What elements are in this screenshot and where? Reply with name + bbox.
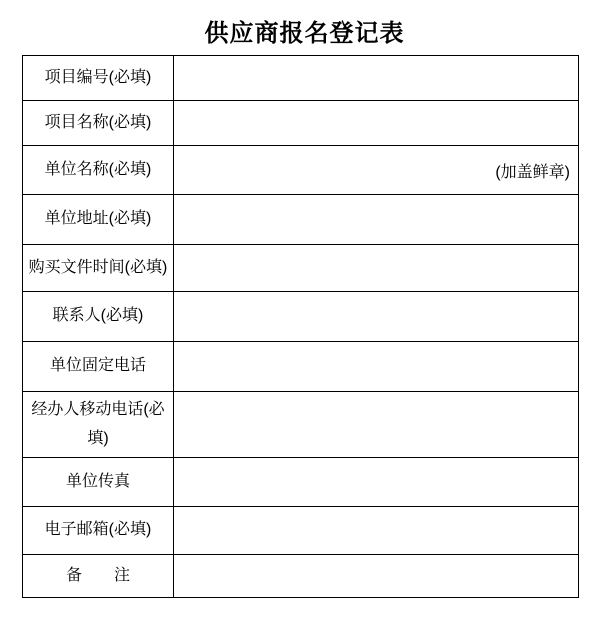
value-cell[interactable] — [174, 56, 578, 100]
table-row-email — [23, 507, 578, 555]
row-label: 联系人(必填) — [23, 292, 174, 341]
table-row-purchase-time — [23, 245, 578, 292]
table-row-mobile-phone — [23, 392, 578, 458]
row-label: 单位名称(必填) — [23, 146, 174, 194]
table-row-fax — [23, 458, 578, 507]
value-cell[interactable] — [174, 101, 578, 145]
value-cell[interactable] — [174, 342, 578, 391]
row-label: 项目编号(必填) — [23, 56, 174, 100]
row-label: 经办人移动电话(必填) — [23, 392, 174, 457]
table-row-company-address — [23, 195, 578, 245]
row-label: 电子邮箱(必填) — [23, 507, 174, 554]
row-label: 备 注 — [23, 555, 174, 597]
value-cell[interactable] — [174, 507, 578, 554]
row-label: 单位传真 — [23, 458, 174, 506]
row-label: 项目名称(必填) — [23, 101, 174, 145]
page-title: 供应商报名登记表 — [204, 21, 405, 47]
row-label: 单位固定电话 — [23, 342, 174, 391]
table-row-landline-phone — [23, 342, 578, 392]
row-label: 购买文件时间(必填) — [23, 245, 174, 291]
value-cell[interactable]: (加盖鲜章) — [495, 163, 570, 181]
value-cell[interactable] — [174, 292, 578, 341]
table-row-company-name — [23, 146, 578, 195]
value-cell[interactable] — [174, 392, 578, 457]
value-cell[interactable] — [174, 458, 578, 506]
value-cell[interactable] — [174, 555, 578, 597]
table-row-remarks — [23, 555, 578, 597]
form-table — [22, 55, 579, 598]
table-row-contact-person — [23, 292, 578, 342]
value-cell[interactable] — [174, 245, 578, 291]
row-label: 单位地址(必填) — [23, 195, 174, 244]
value-cell[interactable] — [174, 195, 578, 244]
table-row-project-number — [23, 56, 578, 101]
table-row-project-name — [23, 101, 578, 146]
